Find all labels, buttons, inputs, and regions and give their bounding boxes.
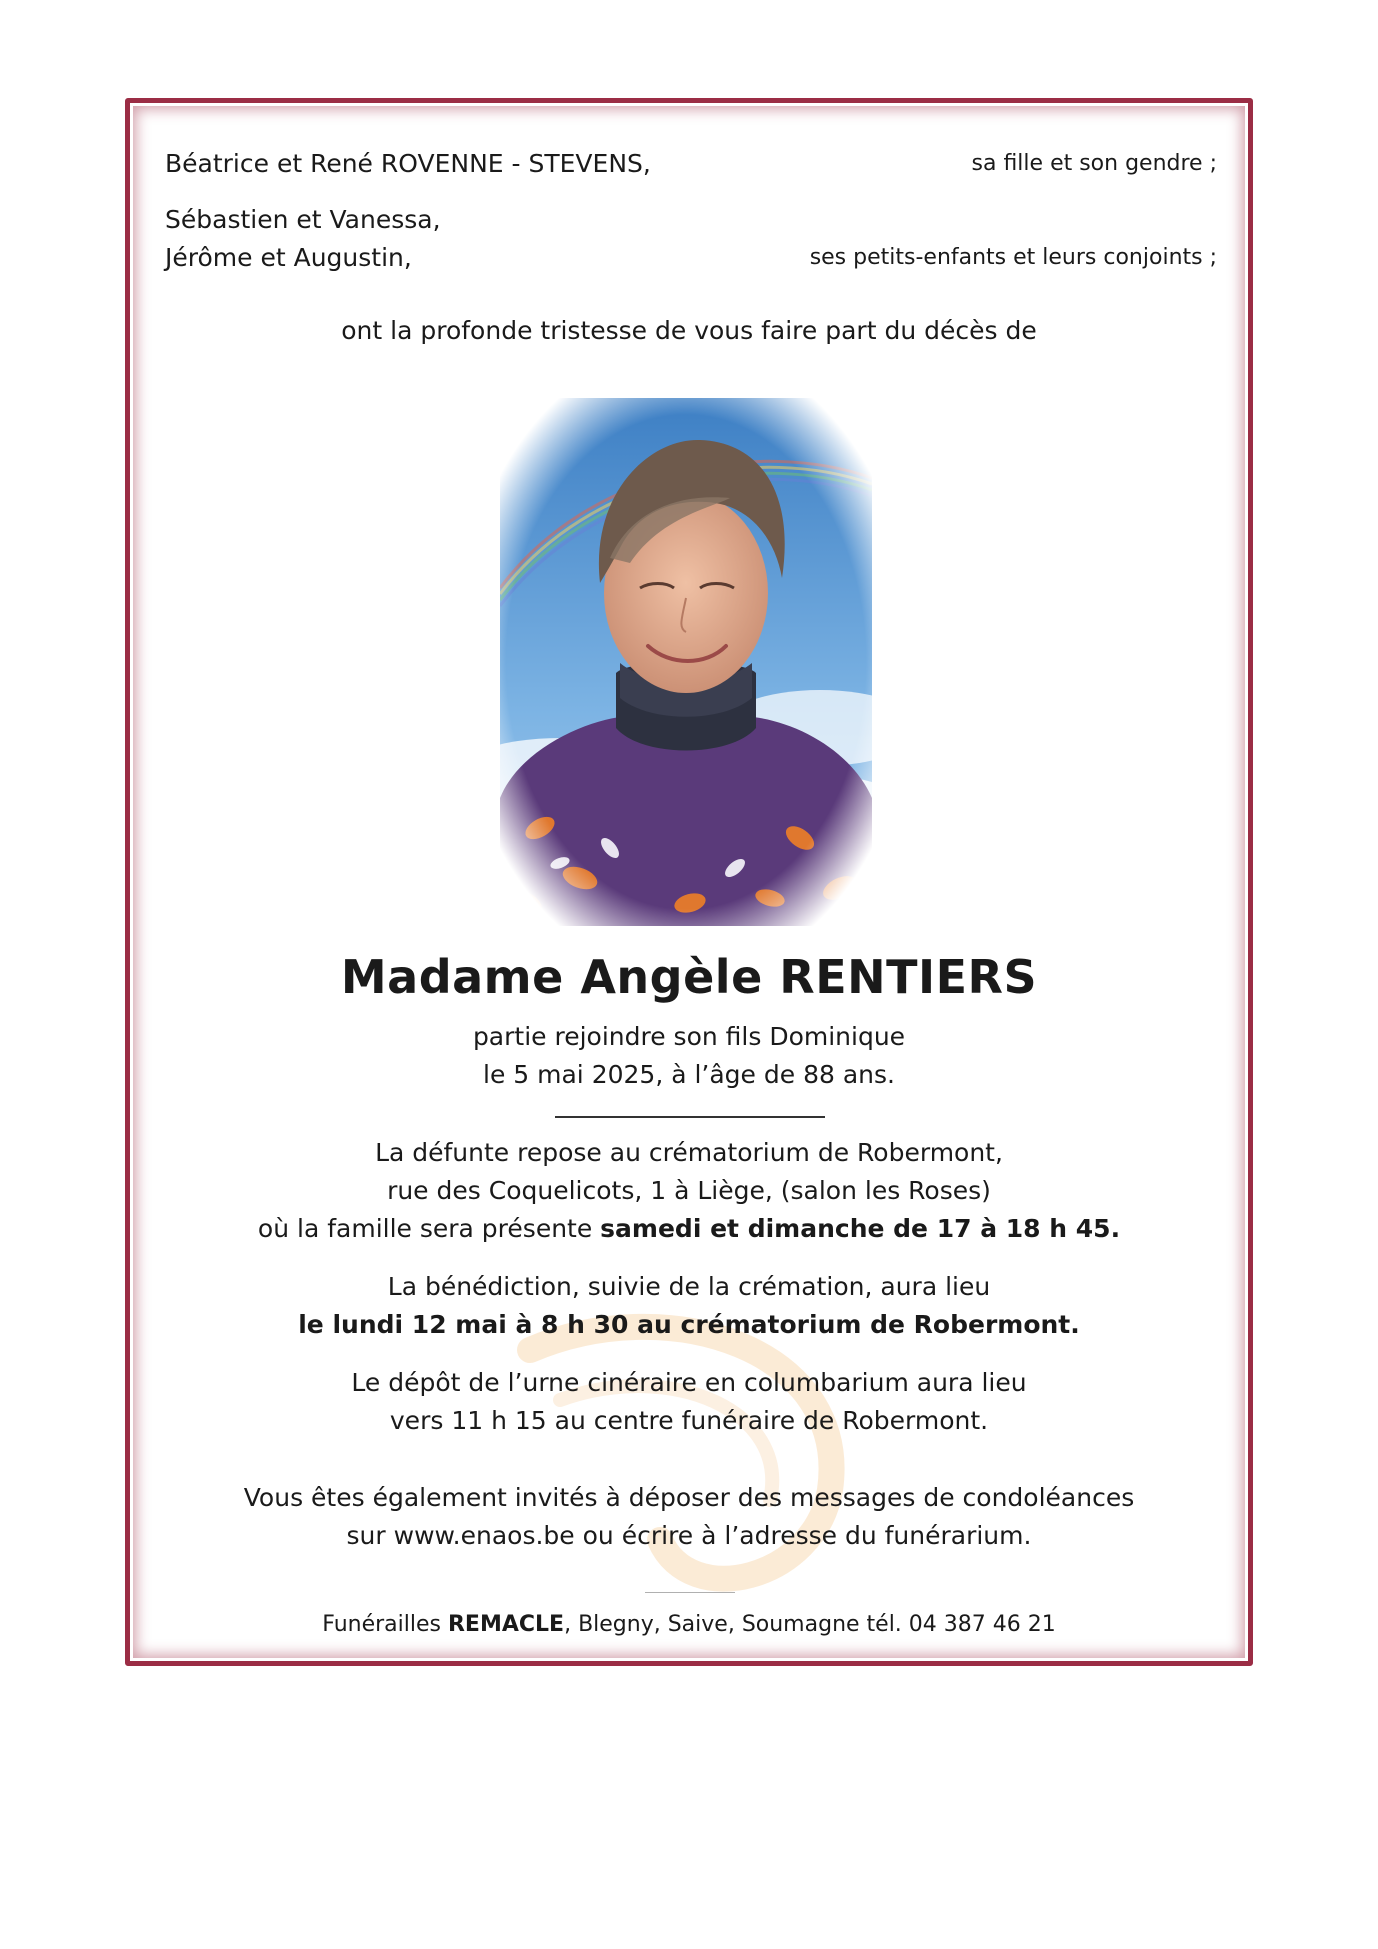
family-grandchildren-relation: ses petits-enfants et leurs conjoints ; xyxy=(809,245,1217,270)
family-daughter-relation: sa fille et son gendre ; xyxy=(971,151,1217,176)
condolences-line-2: sur www.enaos.be ou écrire à l’adresse du funérarium. xyxy=(346,1521,1032,1550)
section-divider xyxy=(555,1116,825,1118)
footer-prefix: Funérailles xyxy=(322,1612,448,1637)
family-grandchildren-names-1: Sébastien et Vanessa, xyxy=(165,205,441,234)
funeral-home-footer xyxy=(125,1612,1253,1637)
family-row-3 xyxy=(165,240,1217,275)
visitation-line-3-text: où la famille sera présente xyxy=(257,1214,601,1243)
deceased-name: Madame Angèle RENTIERS xyxy=(340,950,1038,1004)
visitation-line-2: rue des Coquelicots, 1 à Liège, (salon les Roses) xyxy=(387,1176,991,1205)
footer-locations-phone: , Blegny, Saive, Soumagne tél. 04 387 46 21 xyxy=(564,1612,1056,1637)
portrait-photo xyxy=(500,398,872,926)
deceased-detail-2: le 5 mai 2025, à l’âge de 88 ans. xyxy=(483,1060,895,1089)
family-row-2 xyxy=(165,202,1217,237)
family-row-1 xyxy=(165,146,1217,181)
visitation-times: samedi et dimanche de 17 à 18 h 45. xyxy=(600,1214,1121,1243)
visitation-line-3 xyxy=(125,1210,1253,1248)
deceased-detail-1: partie rejoindre son fils Dominique xyxy=(472,1022,906,1051)
ceremony-date-time: le lundi 12 mai à 8 h 30 au crématorium de Robermont. xyxy=(298,1310,1080,1339)
footer-divider xyxy=(645,1592,735,1593)
urn-line-1: Le dépôt de l’urne cinéraire en columbarium aura lieu xyxy=(351,1368,1027,1397)
announcement-intro: ont la profonde tristesse de vous faire part du décès de xyxy=(341,316,1037,345)
family-grandchildren-names-2: Jérôme et Augustin, xyxy=(165,243,412,272)
urn-line-2: vers 11 h 15 au centre funéraire de Robermont. xyxy=(389,1406,989,1435)
family-daughter-names: Béatrice et René ROVENNE - STEVENS, xyxy=(165,149,651,178)
funeral-home-name: REMACLE xyxy=(447,1612,565,1637)
ceremony-line-1: La bénédiction, suivie de la crémation, aura lieu xyxy=(387,1272,991,1301)
visitation-line-1: La défunte repose au crématorium de Robermont, xyxy=(375,1138,1003,1167)
condolences-line-1: Vous êtes également invités à déposer des messages de condoléances xyxy=(243,1483,1135,1512)
